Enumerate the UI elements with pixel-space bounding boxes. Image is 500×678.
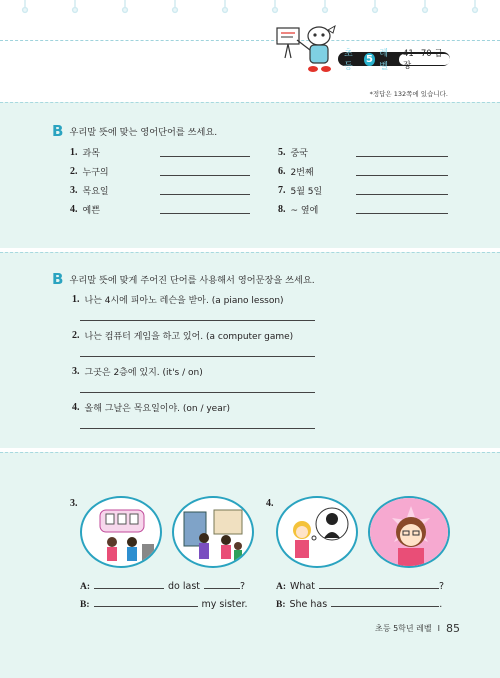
footer-label: 초등 5학년 레벨 xyxy=(375,624,432,633)
section-divider xyxy=(0,102,500,103)
section-picture-dialog xyxy=(0,452,500,678)
answer-line[interactable] xyxy=(80,320,315,321)
level-range: 41~70 급장 xyxy=(399,54,450,65)
dialog-punct: ? xyxy=(439,581,445,592)
mascot-illustration xyxy=(275,20,337,76)
dialog-text: my sister. xyxy=(201,599,248,610)
item-text: 2번째 xyxy=(290,168,314,178)
answer-line[interactable] xyxy=(80,356,315,357)
answer-line[interactable] xyxy=(160,156,250,157)
piano-lesson-illustration xyxy=(82,498,162,568)
dialog-text: do last xyxy=(168,581,201,592)
section-divider xyxy=(0,252,500,253)
section-a-marker: B xyxy=(52,122,64,140)
speaker-label: B: xyxy=(80,600,90,610)
level-prefix: 초등 xyxy=(344,49,353,72)
q4-picture-left xyxy=(276,496,358,568)
item-number: 4. xyxy=(70,204,78,215)
answer-line[interactable] xyxy=(80,392,315,393)
answer-line[interactable] xyxy=(356,213,448,214)
item-text: 과목 xyxy=(82,149,100,159)
word-item xyxy=(278,203,318,216)
q3-line-b xyxy=(80,598,248,610)
word-item xyxy=(70,184,109,197)
answer-blank[interactable] xyxy=(94,598,198,607)
answer-line[interactable] xyxy=(356,175,448,176)
section-divider xyxy=(0,452,500,453)
dialog-punct: . xyxy=(439,599,443,610)
level-label: 레벨 xyxy=(379,49,389,72)
item-number: 1. xyxy=(72,294,80,305)
answer-line[interactable] xyxy=(160,194,250,195)
level-number: 5 xyxy=(364,53,376,66)
page-number: 85 xyxy=(446,622,460,635)
item-number: 6. xyxy=(278,166,286,177)
answer-note: *정답은 132쪽에 있습니다. xyxy=(369,90,448,98)
item-text: 나는 컴퓨터 게임을 하고 있어. (a computer game) xyxy=(84,332,294,342)
item-number: 3. xyxy=(70,185,78,196)
answer-blank[interactable] xyxy=(94,580,164,589)
item-text: 예쁜 xyxy=(82,206,100,216)
computer-game-illustration xyxy=(174,498,254,568)
word-item xyxy=(70,203,100,216)
answer-line[interactable] xyxy=(80,428,315,429)
item-text: 올해 그날은 목요일이야. (on / year) xyxy=(84,404,230,414)
q4-line-b xyxy=(276,598,442,610)
thinking-girl-illustration xyxy=(278,498,358,568)
item-number: 5. xyxy=(278,147,286,158)
item-number: 4. xyxy=(72,402,80,413)
stitch-decoration xyxy=(0,0,500,14)
dialog-text: She has xyxy=(289,599,328,610)
item-text: 중국 xyxy=(290,149,308,159)
item-text: 나는 4시에 피아노 레슨을 받아. (a piano lesson) xyxy=(84,296,284,306)
q3-number: 3. xyxy=(70,498,78,509)
q4-number: 4. xyxy=(266,498,274,509)
q4-line-a xyxy=(276,580,444,592)
q4-picture-right xyxy=(368,496,450,568)
sentence-item xyxy=(72,401,230,414)
item-number: 2. xyxy=(70,166,78,177)
answer-blank[interactable] xyxy=(319,580,439,589)
level-badge xyxy=(338,49,450,72)
answer-line[interactable] xyxy=(356,156,448,157)
section-a-instruction: 우리말 뜻에 맞는 영어단어를 쓰세요. xyxy=(69,127,218,138)
sentence-item xyxy=(72,329,293,342)
girl-portrait-illustration xyxy=(370,498,450,568)
speaker-label: A: xyxy=(276,582,287,592)
word-item xyxy=(70,146,100,159)
top-dashed-line xyxy=(0,40,500,41)
q3-picture-right xyxy=(172,496,254,568)
item-text: 누구의 xyxy=(82,168,109,178)
word-item xyxy=(278,146,308,159)
item-text: 목요일 xyxy=(82,187,109,197)
page-footer xyxy=(375,622,460,635)
item-number: 7. xyxy=(278,185,286,196)
speaker-label: A: xyxy=(80,582,91,592)
answer-line[interactable] xyxy=(160,175,250,176)
item-text: 5월 5일 xyxy=(290,187,323,197)
item-text: ~ 옆에 xyxy=(290,206,319,216)
footer-separator: I xyxy=(437,624,440,633)
answer-blank[interactable] xyxy=(331,598,439,607)
answer-line[interactable] xyxy=(356,194,448,195)
word-item xyxy=(278,165,314,178)
section-b-heading xyxy=(52,270,315,288)
item-number: 3. xyxy=(72,366,80,377)
answer-blank[interactable] xyxy=(204,580,240,589)
section-sentence-writing xyxy=(0,252,500,448)
item-number: 1. xyxy=(70,147,78,158)
q3-line-a xyxy=(80,580,245,592)
item-number: 2. xyxy=(72,330,80,341)
dialog-punct: ? xyxy=(240,581,246,592)
q3-picture-left xyxy=(80,496,162,568)
answer-line[interactable] xyxy=(160,213,250,214)
section-a-heading xyxy=(52,122,217,140)
section-b-marker: B xyxy=(52,270,64,288)
dialog-text: What xyxy=(290,581,315,592)
top-band xyxy=(0,0,500,100)
section-word-writing xyxy=(0,102,500,248)
word-item xyxy=(70,165,109,178)
item-text: 그곳은 2층에 있지. (it's / on) xyxy=(84,368,203,378)
sentence-item xyxy=(72,365,203,378)
sentence-item xyxy=(72,293,284,306)
item-number: 8. xyxy=(278,204,286,215)
speaker-label: B: xyxy=(276,600,286,610)
section-b-instruction: 우리말 뜻에 맞게 주어진 단어를 사용해서 영어문장을 쓰세요. xyxy=(69,275,315,286)
word-item xyxy=(278,184,322,197)
